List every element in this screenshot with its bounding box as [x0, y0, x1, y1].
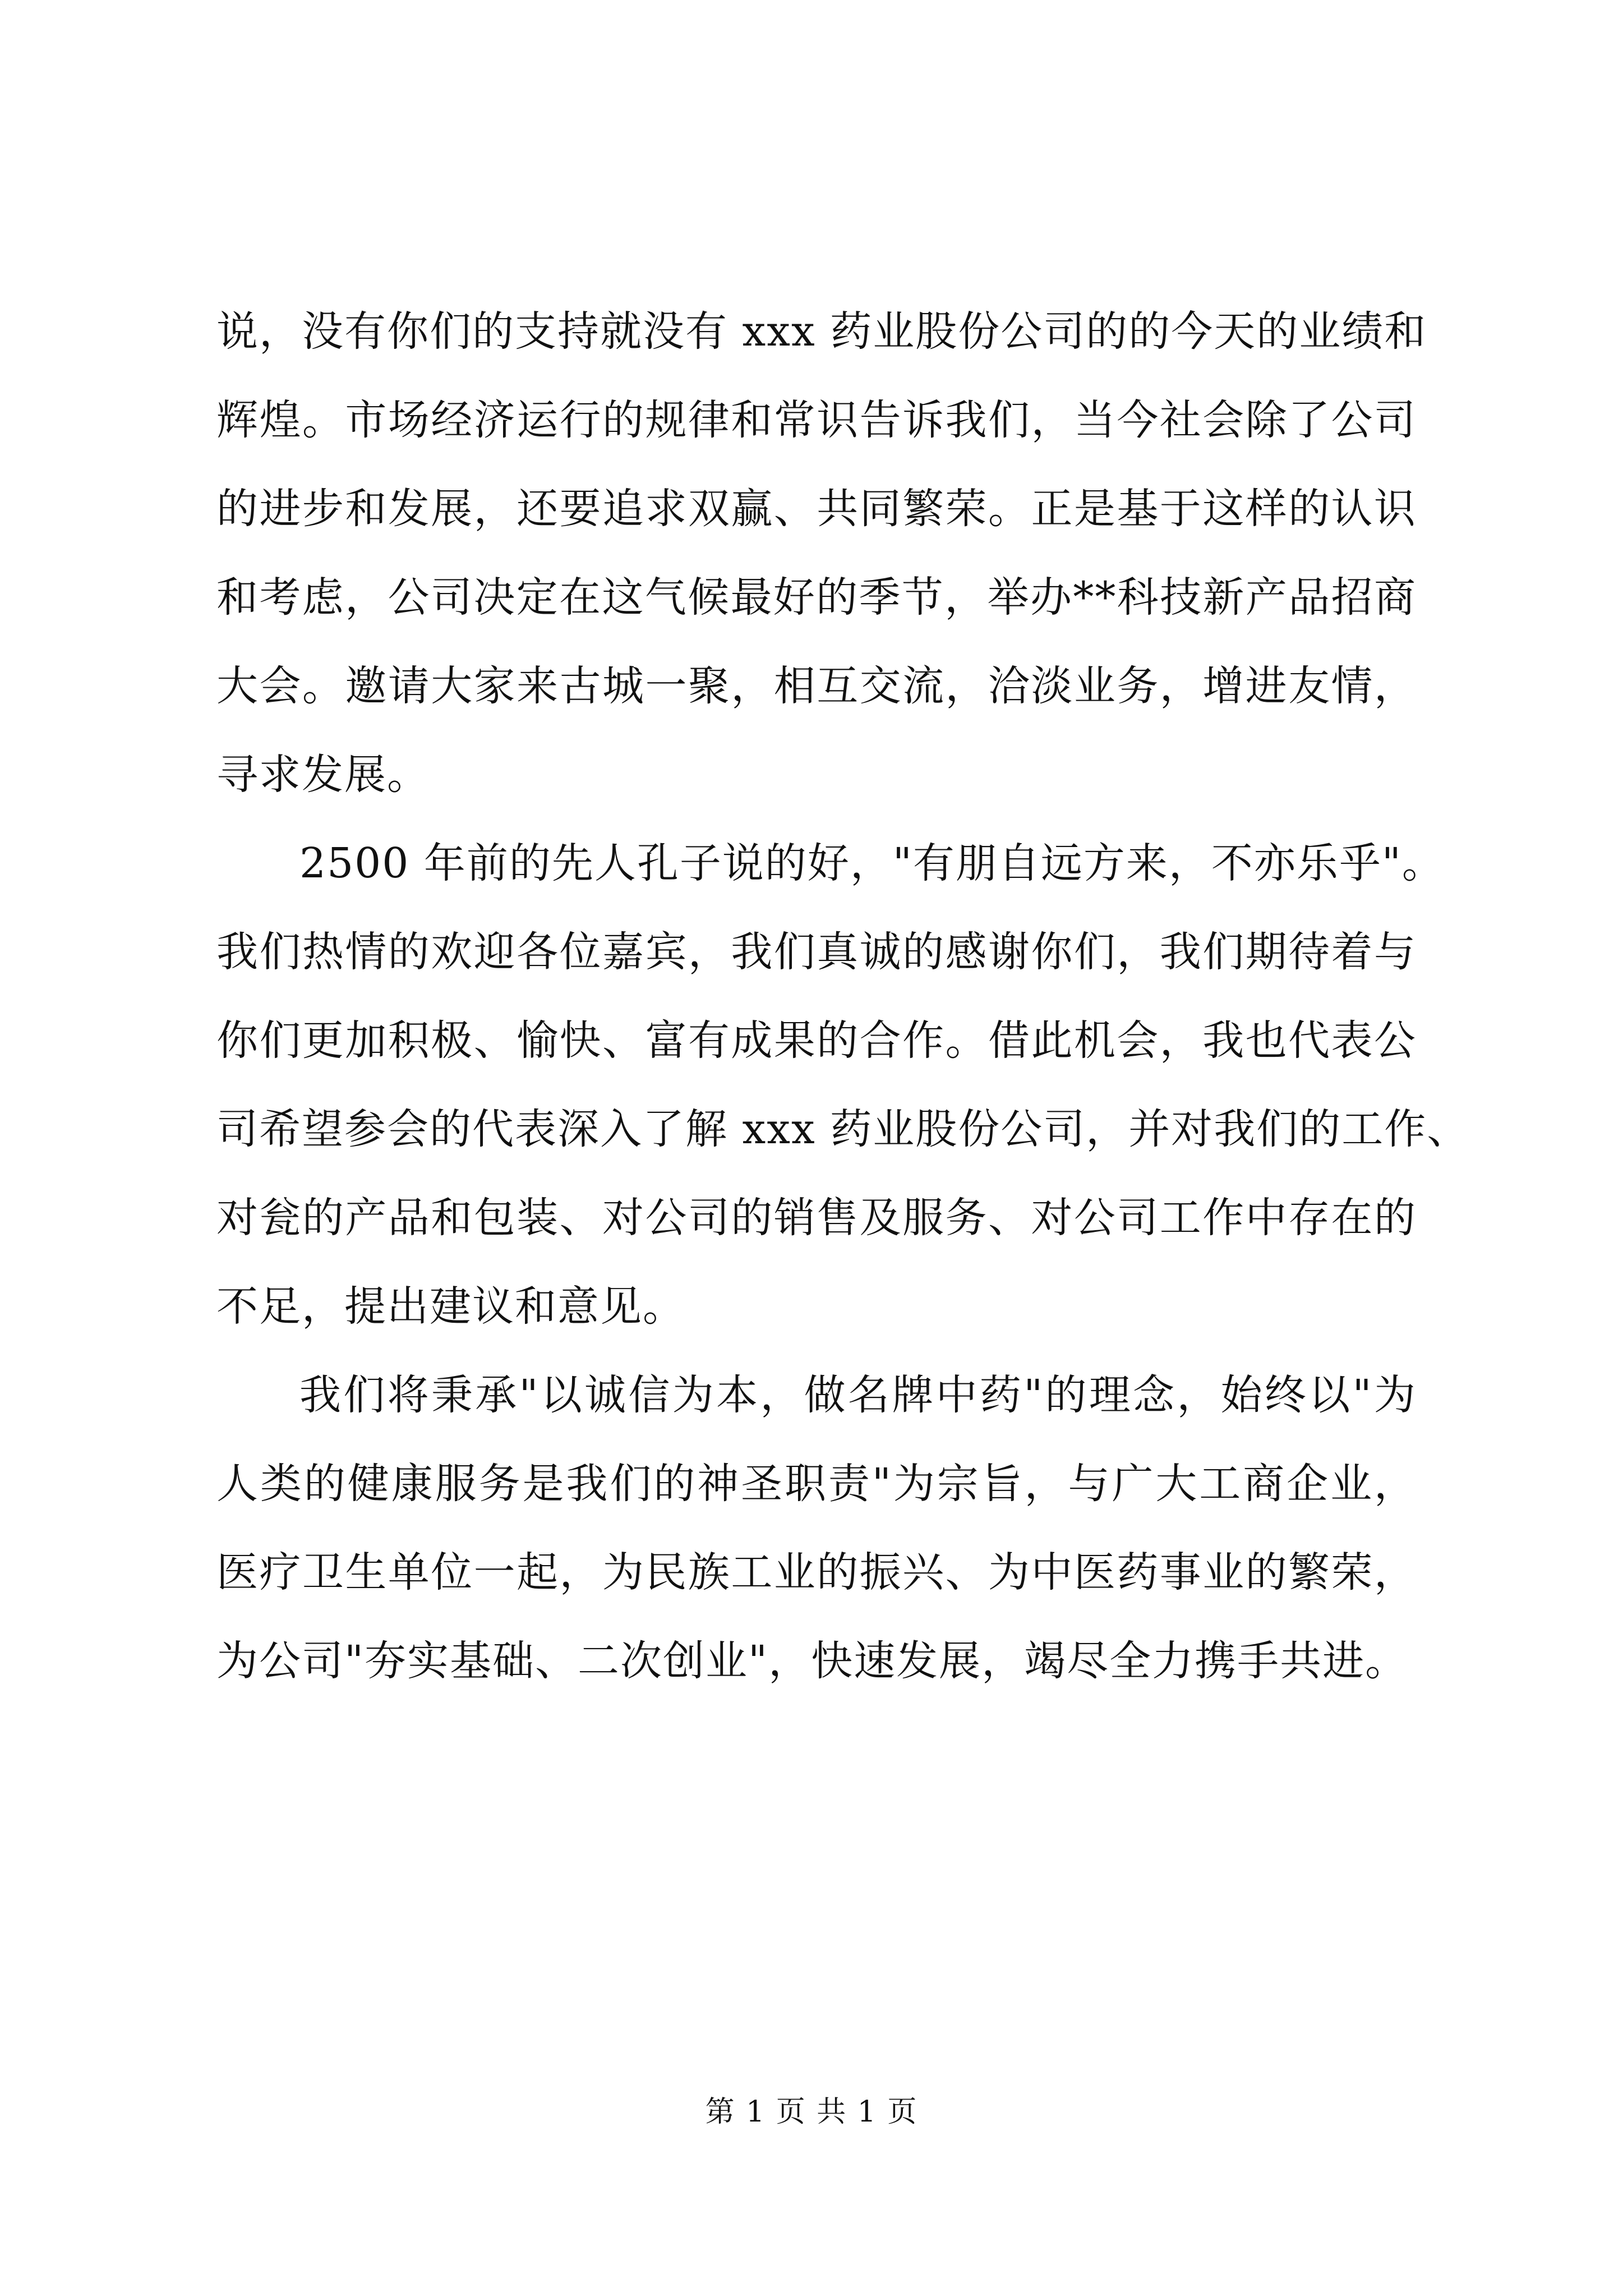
text-line: 不足，提出建议和意见。	[216, 1282, 685, 1331]
paragraph-3	[216, 1351, 1417, 1705]
text-line: 和考虑，公司决定在这气候最好的季节，举办**科技新产品招商	[216, 573, 1417, 622]
text-line: 的进步和发展，还要追求双赢、共同繁荣。正是基于这样的认识	[216, 485, 1417, 533]
text-line: 司希望参会的代表深入了解 xxx 药业股份公司，并对我们的工作、	[216, 1105, 1470, 1153]
text-line: 你们更加积极、愉快、富有成果的合作。借此机会，我也代表公	[216, 1016, 1417, 1065]
document-body	[216, 287, 1470, 1705]
text-line: 辉煌。市场经济运行的规律和常识告诉我们，当今社会除了公司	[216, 396, 1417, 444]
text-line: 为公司"夯实基础、二次创业"，快速发展，竭尽全力携手共进。	[216, 1637, 1408, 1685]
text-line: 对瓮的产品和包装、对公司的销售及服务、对公司工作中存在的	[216, 1194, 1417, 1242]
text-line: 我们将秉承"以诚信为本，做名牌中药"的理念，始终以"为	[299, 1371, 1417, 1419]
paragraph-1	[216, 287, 1427, 819]
text-line: 大会。邀请大家来古城一聚，相互交流，洽淡业务，增进友情，	[216, 662, 1417, 710]
text-line: 2500 年前的先人孔子说的好，"有朋自远方来，不亦乐乎"。	[299, 839, 1445, 887]
text-line: 寻求发展。	[216, 751, 430, 799]
text-line: 人类的健康服务是我们的神圣职责"为宗旨，与广大工商企业，	[216, 1460, 1417, 1508]
text-line: 说，没有你们的支持就没有 xxx 药业股份公司的的今天的业绩和	[216, 307, 1427, 356]
text-line: 医疗卫生单位一起，为民族工业的振兴、为中医药事业的繁荣，	[216, 1548, 1417, 1596]
page-number-footer: 第 1 页 共 1 页	[705, 2095, 918, 2129]
text-line: 我们热情的欢迎各位嘉宾，我们真诚的感谢你们，我们期待着与	[216, 928, 1417, 976]
paragraph-2	[216, 819, 1470, 1351]
